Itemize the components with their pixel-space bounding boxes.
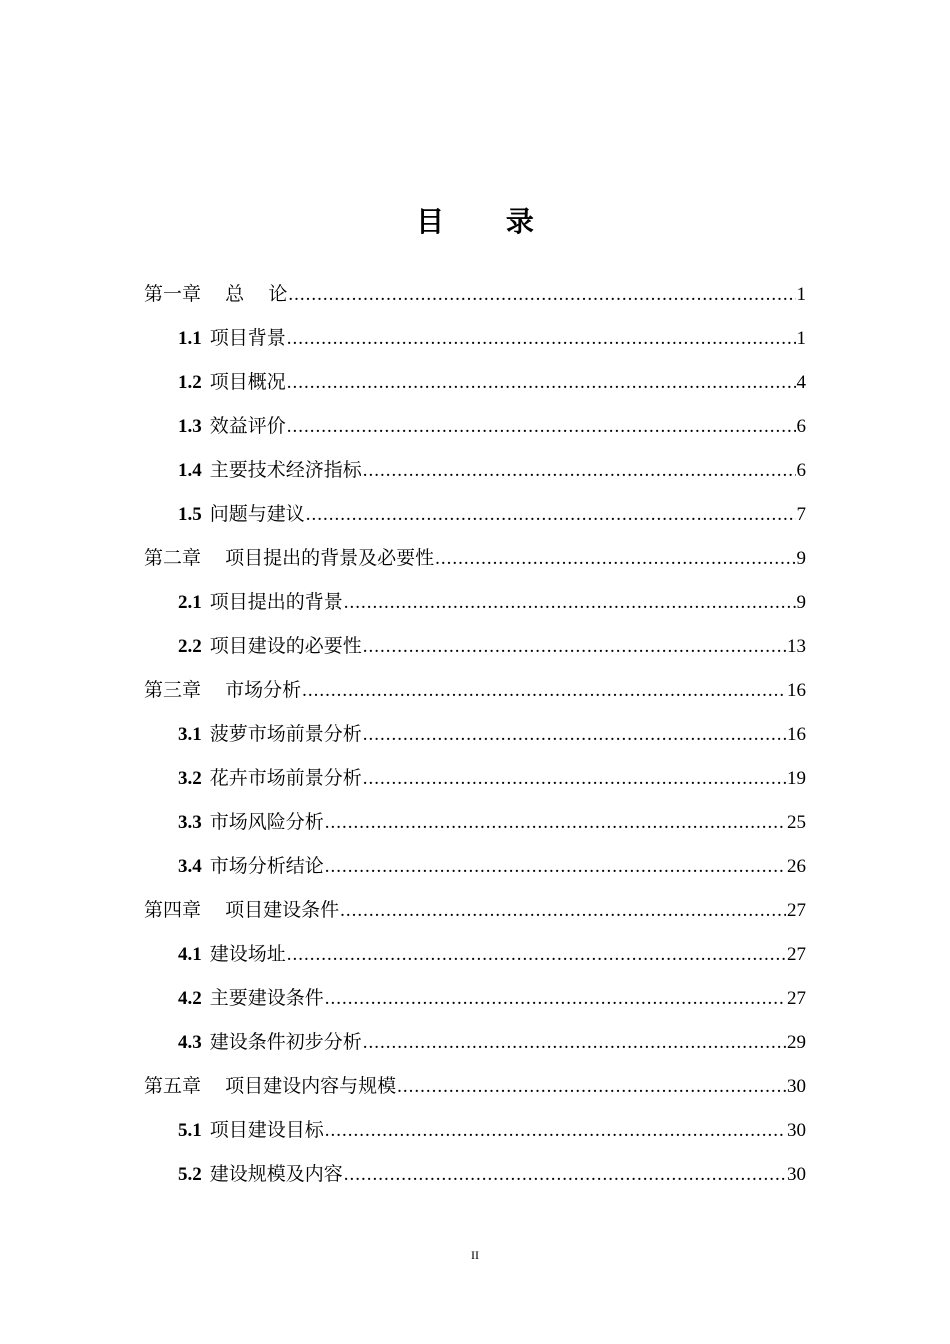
toc-entry-page: 19 <box>787 768 806 789</box>
toc-entry-number: 4.1 <box>178 944 202 965</box>
toc-entry[interactable] <box>144 1152 806 1196</box>
toc-entry-page: 16 <box>787 680 806 701</box>
toc-dot-leader <box>363 449 796 493</box>
toc-entry-number: 1.3 <box>178 416 202 437</box>
toc-dot-leader <box>325 801 786 845</box>
toc-entry[interactable] <box>144 536 806 580</box>
toc-entry-label: 效益评价 <box>203 415 286 437</box>
toc-entry-label: 第二章 项目提出的背景及必要性 <box>144 547 435 569</box>
toc-entry[interactable] <box>144 844 806 888</box>
toc-dot-leader <box>344 581 796 625</box>
toc-entry-page: 13 <box>787 636 806 657</box>
toc-dot-leader <box>306 493 796 537</box>
toc-entry-page: 29 <box>787 1032 806 1053</box>
toc-entry-number: 3.1 <box>178 724 202 745</box>
toc-entry[interactable] <box>144 404 806 448</box>
toc-entry-page: 26 <box>787 856 806 877</box>
toc-entry-label: 市场分析结论 <box>203 855 324 877</box>
toc-entry-number: 4.2 <box>178 988 202 1009</box>
toc-entry-label: 主要建设条件 <box>203 987 324 1009</box>
toc-entry[interactable] <box>144 1020 806 1064</box>
toc-entry-page: 27 <box>787 944 806 965</box>
page-number: II <box>471 1248 479 1262</box>
toc-entry[interactable] <box>144 888 806 932</box>
toc-entry-page: 6 <box>796 460 806 481</box>
toc-entry-number: 5.1 <box>178 1120 202 1141</box>
toc-entry-page: 7 <box>796 504 806 525</box>
toc-entry-page: 30 <box>787 1076 806 1097</box>
toc-entry-number: 2.2 <box>178 636 202 657</box>
toc-entry-label: 第四章 项目建设条件 <box>144 899 340 921</box>
toc-entry-label: 建设条件初步分析 <box>203 1031 362 1053</box>
toc-entry-number: 1.1 <box>178 328 202 349</box>
toc-entry[interactable] <box>144 800 806 844</box>
toc-entry[interactable] <box>144 448 806 492</box>
toc-dot-leader <box>302 669 786 713</box>
toc-dot-leader <box>325 977 786 1021</box>
toc-entry-label: 项目概况 <box>203 371 286 393</box>
toc-entry[interactable] <box>144 492 806 536</box>
toc-entry-number: 5.2 <box>178 1164 202 1185</box>
toc-entry[interactable] <box>144 316 806 360</box>
toc-dot-leader <box>288 273 795 317</box>
toc-entry-number: 3.3 <box>178 812 202 833</box>
toc-entry-number: 2.1 <box>178 592 202 613</box>
toc-entry-label: 建设场址 <box>203 943 286 965</box>
toc-entry-page: 9 <box>796 548 806 569</box>
toc-dot-leader <box>363 757 786 801</box>
toc-dot-leader <box>435 537 795 581</box>
toc-entry-label: 第五章 项目建设内容与规模 <box>144 1075 397 1097</box>
toc-entry-page: 16 <box>787 724 806 745</box>
toc-dot-leader <box>363 1021 786 1065</box>
toc-entry[interactable] <box>144 756 806 800</box>
toc-entry-number: 4.3 <box>178 1032 202 1053</box>
table-of-contents <box>144 272 806 1196</box>
toc-entry[interactable] <box>144 1064 806 1108</box>
toc-entry[interactable] <box>144 580 806 624</box>
toc-dot-leader <box>340 889 786 933</box>
toc-entry-page: 27 <box>787 900 806 921</box>
toc-dot-leader <box>287 361 796 405</box>
toc-entry-label: 花卉市场前景分析 <box>203 767 362 789</box>
toc-entry[interactable] <box>144 360 806 404</box>
toc-entry-label: 菠萝市场前景分析 <box>203 723 362 745</box>
toc-entry[interactable] <box>144 668 806 712</box>
toc-entry-label: 主要技术经济指标 <box>203 459 362 481</box>
toc-entry-number: 1.5 <box>178 504 202 525</box>
toc-entry-label: 项目提出的背景 <box>203 591 343 613</box>
toc-entry-number: 3.4 <box>178 856 202 877</box>
toc-dot-leader <box>287 933 786 977</box>
toc-entry-page: 25 <box>787 812 806 833</box>
toc-entry[interactable] <box>144 1108 806 1152</box>
toc-entry-page: 4 <box>796 372 806 393</box>
toc-entry-page: 1 <box>796 328 806 349</box>
toc-entry-label: 第三章 市场分析 <box>144 679 302 701</box>
toc-entry-page: 9 <box>796 592 806 613</box>
toc-entry-label: 项目建设目标 <box>203 1119 324 1141</box>
toc-dot-leader <box>287 405 796 449</box>
toc-dot-leader <box>325 845 786 889</box>
toc-dot-leader <box>363 713 786 757</box>
toc-entry[interactable] <box>144 932 806 976</box>
toc-entry-page: 30 <box>787 1164 806 1185</box>
toc-dot-leader <box>344 1153 786 1197</box>
toc-entry-number: 3.2 <box>178 768 202 789</box>
toc-entry-number: 1.2 <box>178 372 202 393</box>
toc-dot-leader <box>287 317 796 361</box>
toc-entry-page: 30 <box>787 1120 806 1141</box>
toc-dot-leader <box>325 1109 786 1153</box>
toc-entry-page: 27 <box>787 988 806 1009</box>
toc-entry-label: 项目背景 <box>203 327 286 349</box>
toc-entry-label: 建设规模及内容 <box>203 1163 343 1185</box>
toc-title: 目 录 <box>416 205 560 238</box>
toc-entry-page: 1 <box>796 284 806 305</box>
toc-entry[interactable] <box>144 976 806 1020</box>
toc-dot-leader <box>397 1065 786 1109</box>
toc-entry-label: 问题与建议 <box>203 503 305 525</box>
toc-entry-page: 6 <box>796 416 806 437</box>
toc-entry[interactable] <box>144 624 806 668</box>
toc-entry-label: 第一章 总 论 <box>144 283 288 305</box>
toc-dot-leader <box>363 625 786 669</box>
toc-entry-number: 1.4 <box>178 460 202 481</box>
toc-entry[interactable] <box>144 712 806 756</box>
toc-entry[interactable] <box>144 272 806 316</box>
toc-entry-label: 市场风险分析 <box>203 811 324 833</box>
toc-entry-label: 项目建设的必要性 <box>203 635 362 657</box>
